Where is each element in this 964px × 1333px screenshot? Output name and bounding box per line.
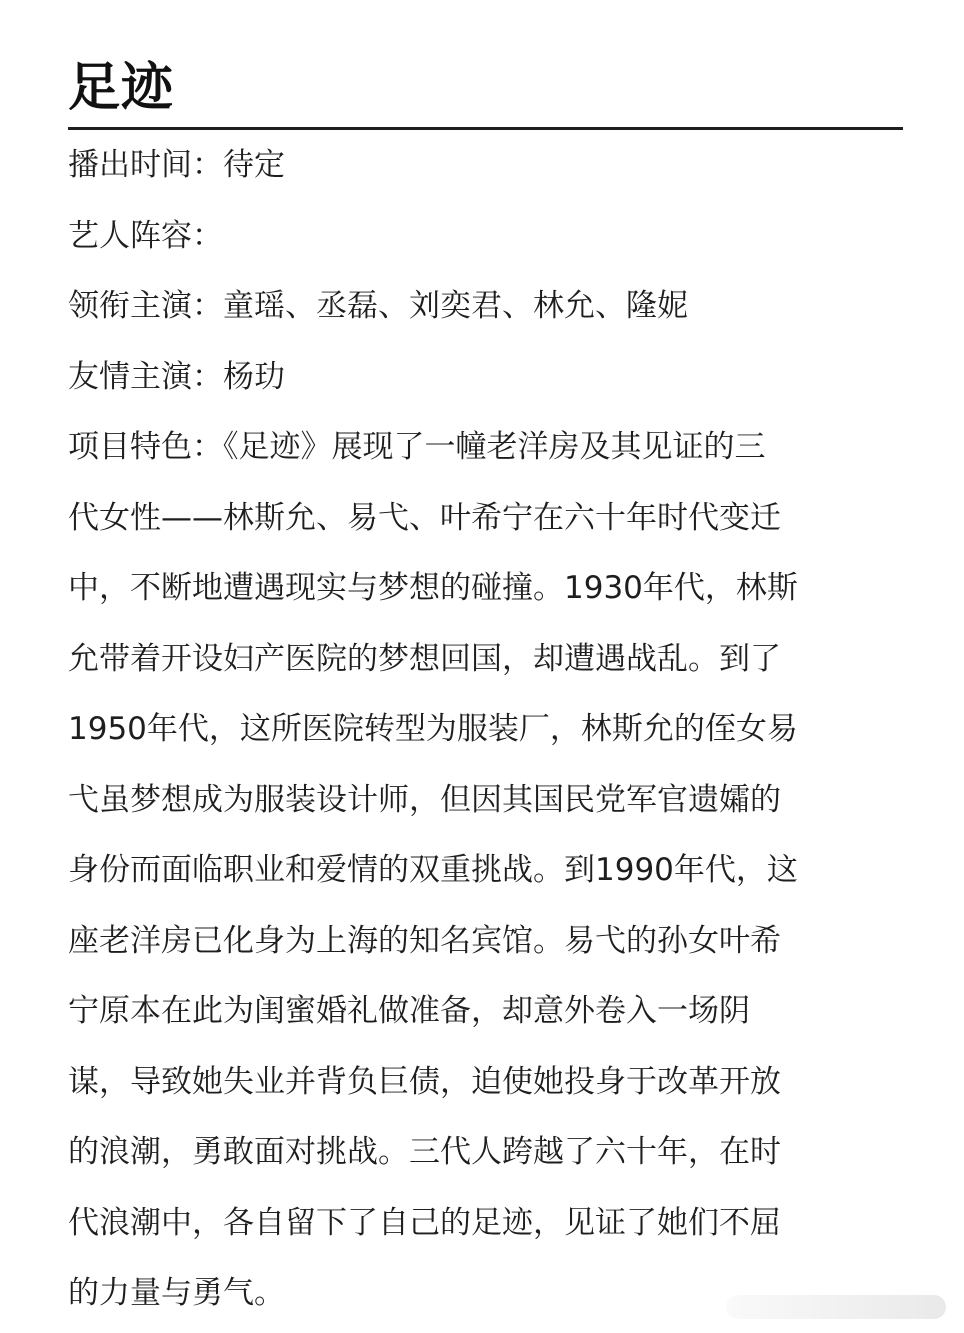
project-description	[68, 412, 888, 1329]
description-label: 项目特色：	[68, 429, 223, 465]
description-line: 宁原本在此为闺蜜婚礼做准备，却意外卷入一场阴	[68, 993, 750, 1029]
field-value: 童瑶、丞磊、刘奕君、林允、隆妮	[223, 288, 688, 324]
description-line: 的力量与勇气。	[68, 1275, 285, 1311]
description-line: 1950年代，这所医院转型为服装厂，林斯允的侄女易	[68, 711, 798, 747]
description-line: 中，不断地遭遇现实与梦想的碰撞。1930年代，林斯	[68, 570, 798, 606]
description-line: 的浪潮，勇敢面对挑战。三代人跨越了六十年，在时	[68, 1134, 781, 1170]
description-line: 座老洋房已化身为上海的知名宾馆。易弋的孙女叶希	[68, 922, 781, 959]
field-guest-actors	[68, 342, 888, 413]
watermark	[726, 1295, 946, 1319]
description-line: 身份而面临职业和爱情的双重挑战。到1990年代，这	[68, 852, 798, 888]
field-label: 艺人阵容：	[68, 217, 223, 254]
description-line: 弋虽梦想成为服装设计师，但因其国民党军官遗孀的	[68, 781, 781, 818]
field-value: 杨玏	[223, 358, 285, 395]
field-label: 友情主演：	[68, 358, 223, 395]
description-line: 允带着开设妇产医院的梦想回国，却遭遇战乱。到了	[68, 640, 781, 677]
description-line: 谋，导致她失业并背负巨债，迫使她投身于改革开放	[68, 1063, 781, 1100]
field-value: 待定	[223, 147, 285, 183]
description-line: 代女性——林斯允、易弋、叶希宁在六十年时代变迁	[68, 499, 781, 536]
field-label: 领衔主演：	[68, 288, 223, 324]
field-label: 播出时间：	[68, 147, 223, 183]
field-lead-actors	[68, 271, 888, 342]
info-section	[68, 130, 888, 1329]
field-broadcast-time	[68, 130, 888, 201]
field-cast	[68, 201, 888, 272]
description-line: 项目特色：《足迹》展现了一幢老洋房及其见证的三	[68, 429, 766, 465]
page-title: 足迹	[68, 58, 175, 118]
description-line: 代浪潮中，各自留下了自己的足迹，见证了她们不屈	[68, 1204, 781, 1241]
